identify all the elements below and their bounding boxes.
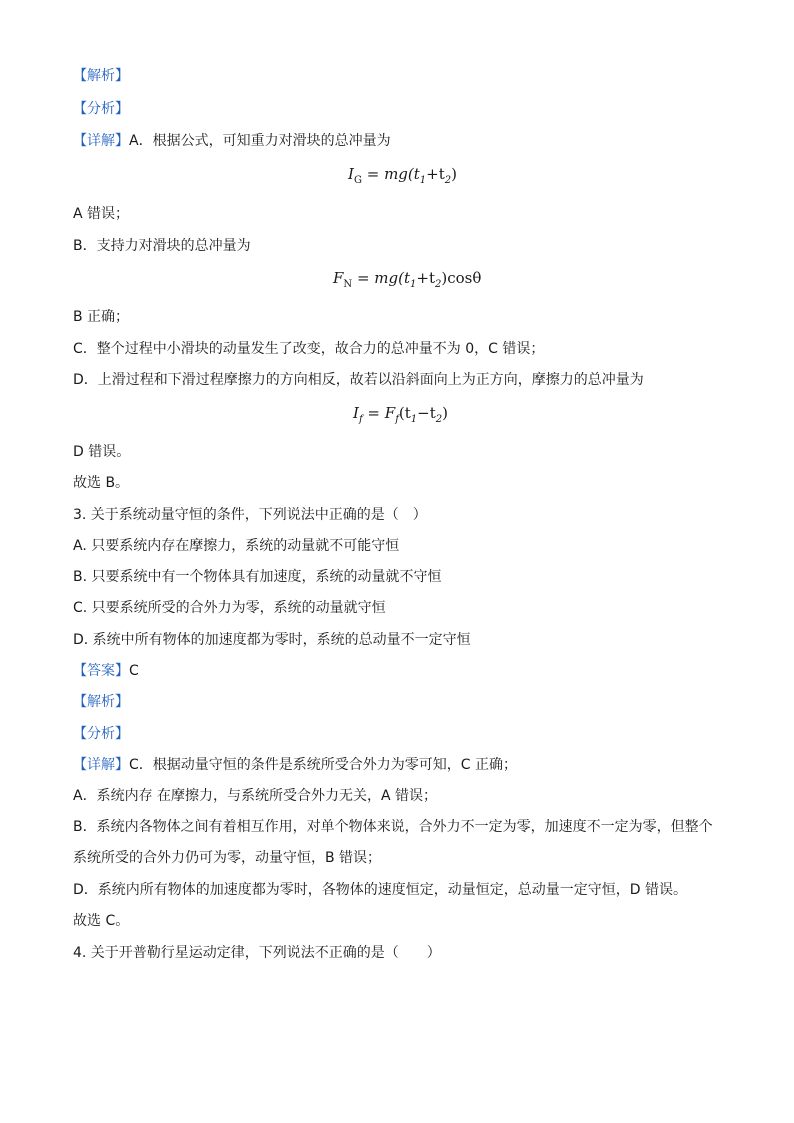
- line-q3-b-explain-2: 系统所受的合外力仍可为零，动量守恒，B 错误；: [73, 850, 382, 866]
- line-q3-d-explain: D．系统内所有物体的加速度都为零时，各物体的速度恒定，动量恒定，总动量一定守恒，D 错误。: [73, 882, 688, 898]
- xiangjie-text: A．根据公式，可知重力对滑块的总冲量为: [129, 133, 391, 149]
- line-xiangjie-1: [73, 131, 391, 151]
- line-c-momentum: C．整个过程中小滑块的动量发生了改变，故合力的总冲量不为 0，C 错误；: [73, 341, 545, 357]
- line-b-support: B．支持力对滑块的总冲量为: [73, 238, 251, 254]
- formula-impulse-support: $F_N = mg(t_1+t_2)\cos\theta$: [333, 269, 482, 290]
- line-jiexi-2: 【解析】: [73, 694, 129, 710]
- line-d-friction: D．上滑过程和下滑过程摩擦力的方向相反，故若以沿斜面向上为正方向，摩擦力的总冲量为: [73, 372, 644, 388]
- question-3-option-b: B. 只要系统中有一个物体具有加速度，系统的动量就不守恒: [73, 569, 442, 585]
- line-b-correct: B 正确；: [73, 309, 130, 325]
- question-3-option-c: C. 只要系统所受的合外力为零，系统的动量就守恒: [73, 600, 386, 616]
- line-choose-b: 故选 B。: [73, 475, 130, 491]
- line-jiexi-1: 【解析】: [73, 68, 129, 84]
- answer-line: [73, 661, 139, 681]
- question-3-option-d: D. 系统中所有物体的加速度都为零时，系统的总动量不一定守恒: [73, 632, 471, 648]
- answer-value: C: [129, 663, 139, 679]
- line-q3-a-explain: A．系统内存 在摩擦力，与系统所受合外力无关，A 错误；: [73, 788, 438, 804]
- line-choose-c: 故选 C。: [73, 913, 130, 929]
- question-4: 4. 关于开普勒行星运动定律，下列说法不正确的是（ ）: [73, 945, 441, 961]
- line-fenxi-1: 【分析】: [73, 101, 129, 117]
- formula-impulse-gravity: $I_G = mg(t_1+t_2)$: [348, 165, 457, 186]
- xiangjie-tag-2: 【详解】: [73, 757, 129, 773]
- line-a-wrong: A 错误；: [73, 206, 130, 222]
- formula-impulse-friction: $I_f = F_f(t_1-t_2)$: [353, 404, 448, 425]
- xiangjie-text-2: C．根据动量守恒的条件是系统所受合外力为零可知，C 正确；: [129, 757, 517, 773]
- answer-tag: 【答案】: [73, 663, 129, 679]
- question-3-option-a: A. 只要系统内存在摩擦力，系统的动量就不可能守恒: [73, 538, 400, 554]
- line-d-wrong: D 错误。: [73, 444, 131, 460]
- xiangjie-tag: 【详解】: [73, 133, 129, 149]
- line-xiangjie-2: [73, 755, 517, 775]
- question-3: 3. 关于系统动量守恒的条件，下列说法中正确的是（ ）: [73, 507, 427, 523]
- line-q3-b-explain-1: B．系统内各物体之间有着相互作用，对单个物体来说，合外力不一定为零，加速度不一定为零，但整个: [73, 819, 713, 835]
- line-fenxi-2: 【分析】: [73, 726, 129, 742]
